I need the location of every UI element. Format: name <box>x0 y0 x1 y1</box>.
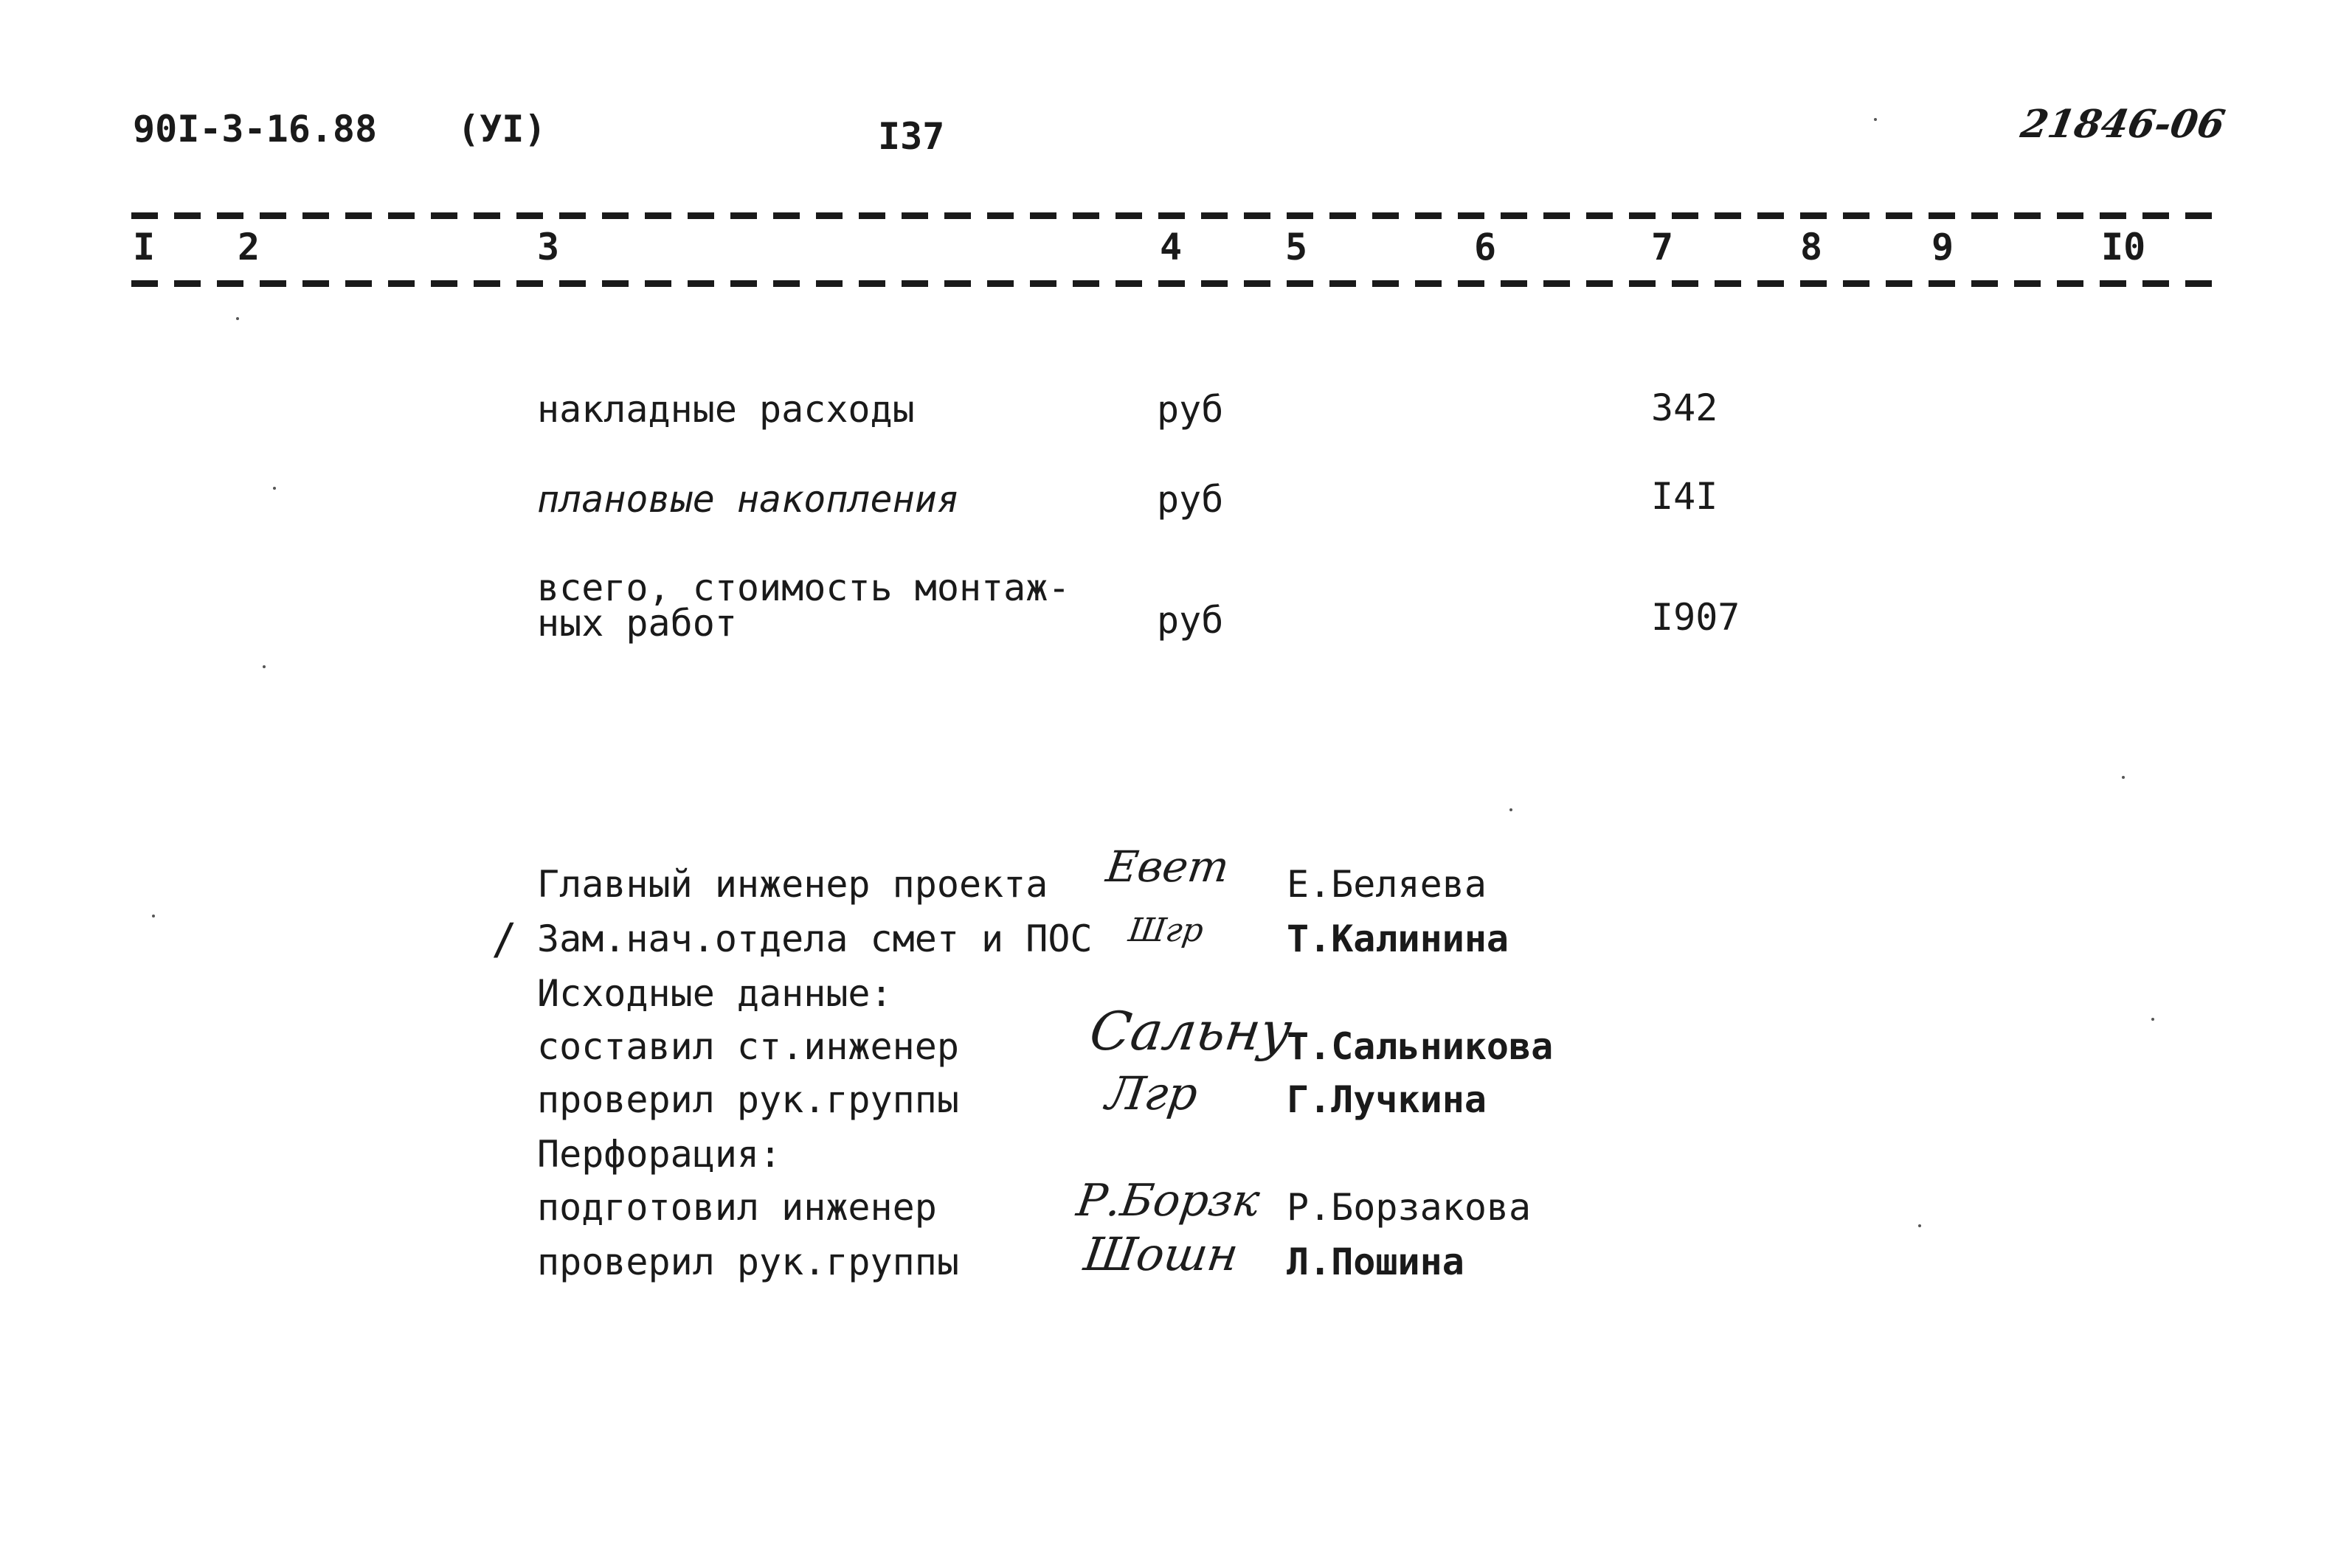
column-header-7: 7 <box>1651 226 1674 268</box>
signature-handwriting: Р.Борзк <box>1073 1175 1263 1227</box>
section-heading: Исходные данные: <box>537 972 893 1015</box>
signature-name: Г.Лучкина <box>1287 1078 1487 1121</box>
scan-speck <box>1874 118 1877 121</box>
row-value: 342 <box>1651 386 1718 429</box>
volume-number: (УI) <box>457 108 547 150</box>
row-label: накладные расходы <box>537 388 915 431</box>
row-value: I907 <box>1651 596 1740 639</box>
signature-handwriting: Шошн <box>1080 1227 1242 1281</box>
signature-role: проверил рук.группы <box>537 1078 959 1121</box>
scan-speck <box>1509 808 1512 811</box>
column-header-10: I0 <box>2101 226 2146 268</box>
row-unit: руб <box>1157 388 1224 431</box>
page-number: I37 <box>878 115 945 158</box>
signature-role: подготовил инженер <box>537 1186 937 1229</box>
row-label: плановые накопления <box>537 478 959 521</box>
row-value: I4I <box>1651 475 1718 518</box>
table-rule-bottom <box>131 280 2213 287</box>
signature-name: Р.Борзакова <box>1287 1186 1532 1229</box>
signature-name: Т.Калинина <box>1287 917 1509 960</box>
column-header-3: 3 <box>537 226 560 268</box>
column-header-1: I <box>133 226 156 268</box>
scan-speck <box>1918 1224 1921 1227</box>
scan-speck <box>273 487 276 490</box>
scan-speck <box>2151 1018 2154 1021</box>
column-header-2: 2 <box>238 226 260 268</box>
signature-name: Л.Пошина <box>1287 1241 1464 1283</box>
scan-speck <box>152 915 155 917</box>
column-header-4: 4 <box>1160 226 1183 268</box>
column-header-9: 9 <box>1931 226 1954 268</box>
signature-name: Т.Сальникова <box>1287 1025 1554 1068</box>
signature-role: Зам.нач.отдела смет и ПОС <box>537 917 1093 960</box>
signature-handwriting: Евет <box>1103 842 1233 892</box>
signature-role: составил ст.инженер <box>537 1025 959 1068</box>
row-unit: руб <box>1157 599 1224 642</box>
signature-handwriting: Лгр <box>1102 1066 1201 1120</box>
document-code: 90I-3-16.88 <box>133 108 378 150</box>
signature-name: Е.Беляева <box>1287 863 1487 906</box>
row-unit: руб <box>1157 478 1224 521</box>
column-header-5: 5 <box>1285 226 1308 268</box>
signature-handwriting: Шгр <box>1126 912 1206 949</box>
signature-role: проверил рук.группы <box>537 1241 959 1283</box>
scan-speck <box>236 317 239 320</box>
column-header-8: 8 <box>1800 226 1823 268</box>
table-rule-top <box>131 212 2213 219</box>
scan-speck <box>2122 776 2125 779</box>
signature-handwriting: Сальну <box>1086 1000 1296 1062</box>
row-label-line2: ных работ <box>537 602 737 645</box>
margin-mark: / <box>491 914 517 964</box>
column-header-6: 6 <box>1474 226 1497 268</box>
inventory-number: 21846-06 <box>2017 102 2229 147</box>
signature-role: Главный инженер проекта <box>537 863 1048 906</box>
scan-speck <box>263 665 266 668</box>
section-heading: Перфорация: <box>537 1133 782 1176</box>
row-label-line1: всего, стоимость монтаж- <box>537 566 1070 609</box>
